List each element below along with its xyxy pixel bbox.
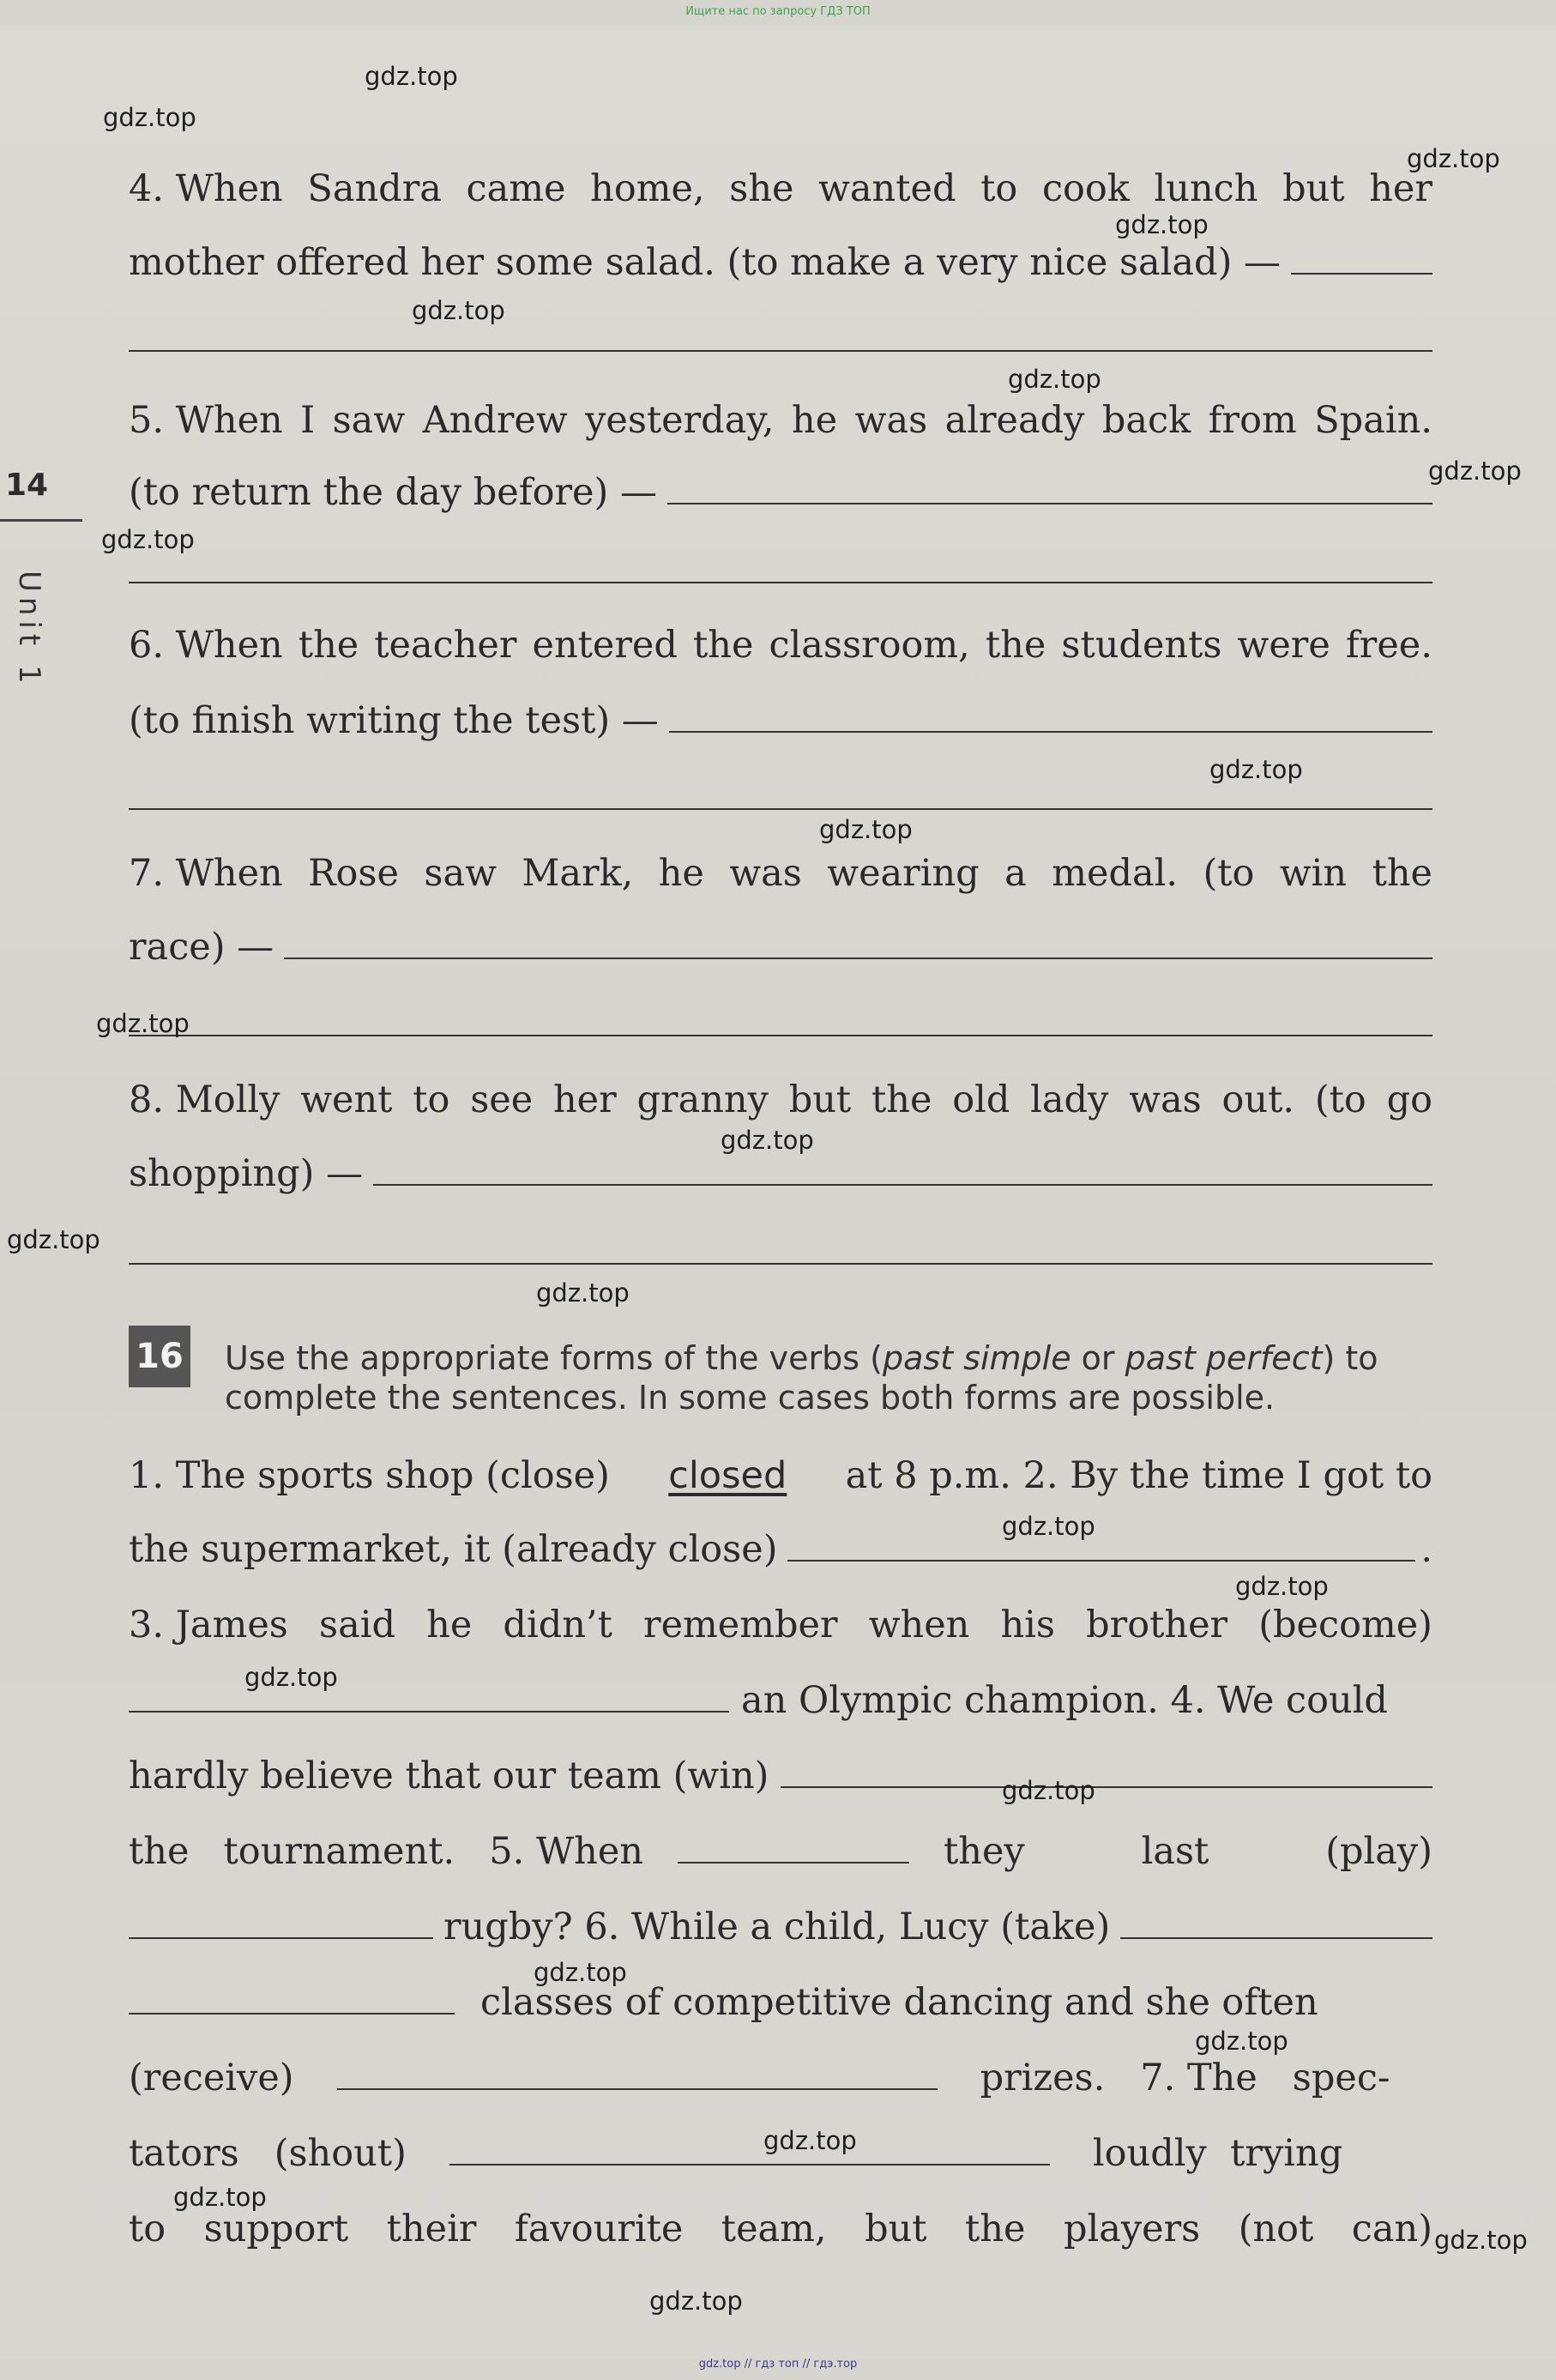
word: their bbox=[386, 2208, 477, 2250]
word: came bbox=[466, 167, 566, 210]
word: a bbox=[1004, 852, 1027, 895]
word: the bbox=[298, 624, 359, 667]
watermark: gdz.top bbox=[649, 2286, 743, 2316]
word: see bbox=[470, 1078, 534, 1121]
watermark: gdz.top bbox=[1115, 210, 1209, 239]
word: 5. When bbox=[129, 399, 283, 442]
word: he bbox=[658, 852, 704, 895]
word: brother bbox=[1086, 1604, 1228, 1646]
ex16-s6-prompt: rugby? 6. While a child, Lucy (take) bbox=[443, 1906, 1111, 1948]
word: but bbox=[865, 2208, 927, 2250]
word: the bbox=[985, 624, 1046, 667]
watermark: gdz.top bbox=[1002, 1512, 1095, 1541]
word: (become) bbox=[1258, 1604, 1432, 1646]
item-7-answer-blank-b[interactable] bbox=[129, 1035, 1432, 1036]
ex16-s7-answer-blank[interactable] bbox=[449, 2129, 1050, 2166]
watermark: gdz.top bbox=[1002, 1776, 1095, 1805]
bottom-banner[interactable]: gdz.top // гдз топ // гдэ.тор bbox=[698, 2358, 858, 2371]
watermark: gdz.top bbox=[1407, 144, 1500, 173]
item-8-prompt: shopping) — bbox=[129, 1152, 364, 1195]
exercise-number-badge: 16 bbox=[129, 1326, 190, 1387]
item-8-answer-blank-a[interactable] bbox=[373, 1150, 1432, 1186]
word: his bbox=[1000, 1604, 1055, 1646]
item-4-answer-blank-a[interactable] bbox=[1291, 239, 1432, 275]
word: go bbox=[1386, 1078, 1432, 1121]
word: 5. When bbox=[489, 1830, 643, 1873]
ex16-s5-start bbox=[129, 1827, 643, 1876]
word: 6. When bbox=[129, 624, 283, 667]
watermark: gdz.top bbox=[536, 1278, 630, 1308]
ex16-s5-continuation bbox=[944, 1827, 1432, 1876]
word: support bbox=[203, 2208, 349, 2250]
ex16-s6-answer-blank-b[interactable] bbox=[129, 1978, 455, 2015]
ex16-s7-prompt-b: tators (shout) bbox=[129, 2132, 407, 2175]
watermark: gdz.top bbox=[819, 815, 913, 844]
ex16-line-11 bbox=[129, 2205, 1432, 2253]
item-6-line-1 bbox=[129, 621, 1432, 669]
word: she bbox=[729, 167, 794, 210]
ex16-line-3 bbox=[129, 1601, 1432, 1649]
word: to bbox=[413, 1078, 450, 1121]
word: were bbox=[1237, 624, 1330, 667]
word: players bbox=[1063, 2208, 1201, 2250]
word: was bbox=[1129, 1078, 1202, 1121]
word: went bbox=[300, 1078, 393, 1121]
item-6-answer-blank-b[interactable] bbox=[129, 808, 1432, 810]
word: wearing bbox=[827, 852, 980, 895]
word: but bbox=[1282, 167, 1345, 210]
ex16-s3-answer-blank[interactable] bbox=[129, 1676, 729, 1713]
item-4-prompt: mother offered her some salad. (to make a very nice salad) — bbox=[129, 241, 1282, 284]
bleed-through-text bbox=[986, 339, 998, 378]
ex16-line-5 bbox=[129, 1752, 1432, 1800]
word: Andrew bbox=[422, 399, 568, 442]
word: teacher bbox=[374, 624, 517, 667]
ex16-s6-continuation: classes of competitive dancing and she often bbox=[480, 1981, 1318, 2024]
word: I bbox=[300, 399, 316, 442]
ex16-s4-answer-blank[interactable] bbox=[781, 1752, 1432, 1788]
word: he bbox=[426, 1604, 473, 1646]
watermark: gdz.top bbox=[763, 2126, 857, 2155]
word: from bbox=[1208, 399, 1297, 442]
instruction-past-simple: past simple bbox=[882, 1339, 1071, 1377]
word: free. bbox=[1345, 624, 1432, 667]
watermark: gdz.top bbox=[1235, 1572, 1329, 1601]
item-6-answer-blank-a[interactable] bbox=[669, 697, 1432, 733]
word: (not bbox=[1238, 2208, 1314, 2250]
word: cook bbox=[1041, 167, 1130, 210]
item-8-answer-blank-b[interactable] bbox=[129, 1263, 1432, 1265]
word: entered bbox=[532, 624, 678, 667]
word: didn’t bbox=[503, 1604, 612, 1646]
ex16-s4-prompt-b: hardly believe that our team (win) bbox=[129, 1755, 769, 1797]
word: last bbox=[1141, 1830, 1209, 1873]
word: the bbox=[1372, 852, 1432, 895]
ex16-line-1 bbox=[129, 1452, 1432, 1500]
unit-label: Unit 1 bbox=[12, 571, 46, 689]
word: her bbox=[552, 1078, 617, 1121]
word: saw bbox=[332, 399, 406, 442]
word: already bbox=[944, 399, 1085, 442]
word: home, bbox=[590, 167, 705, 210]
word: remember bbox=[643, 1604, 838, 1646]
item-4-line-1 bbox=[129, 165, 1432, 213]
word: but bbox=[788, 1078, 852, 1121]
watermark: gdz.top bbox=[103, 103, 196, 132]
word: the bbox=[692, 624, 754, 667]
item-5-line-1 bbox=[129, 396, 1432, 444]
ex16-s1-prompt: 1. The sports shop (close) bbox=[129, 1454, 610, 1497]
word: said bbox=[319, 1604, 395, 1646]
word: win bbox=[1279, 852, 1348, 895]
watermark: gdz.top bbox=[1209, 755, 1303, 784]
word: Spain. bbox=[1314, 399, 1432, 442]
word: medal. bbox=[1052, 852, 1179, 895]
instruction-part-1: Use the appropriate forms of the verbs ( bbox=[225, 1339, 883, 1377]
ex16-s1-example-answer: closed bbox=[668, 1454, 787, 1497]
word: out. bbox=[1221, 1078, 1295, 1121]
word: yesterday, bbox=[585, 399, 775, 442]
ex16-s6-answer-blank-a[interactable] bbox=[1120, 1903, 1432, 1939]
word: the bbox=[965, 2208, 1026, 2250]
page-number-rule bbox=[0, 519, 82, 522]
watermark: gdz.top bbox=[365, 62, 458, 91]
watermark: gdz.top bbox=[534, 1958, 627, 1987]
item-5-answer-blank-b[interactable] bbox=[129, 582, 1432, 583]
word: students bbox=[1061, 624, 1222, 667]
word: to bbox=[980, 167, 1018, 210]
word: Mark, bbox=[522, 852, 634, 895]
ex16-s1-continuation: at 8 p.m. 2. By the time I got to bbox=[845, 1454, 1432, 1497]
word: Rose bbox=[308, 852, 399, 895]
item-7-answer-blank-a[interactable] bbox=[284, 923, 1432, 959]
watermark: gdz.top bbox=[173, 2183, 267, 2212]
item-4-line-2 bbox=[129, 239, 1432, 287]
word: the bbox=[129, 1830, 190, 1873]
item-8-line-1 bbox=[129, 1076, 1432, 1124]
ex16-s7-prompt: prizes. 7. The spec- bbox=[980, 2057, 1390, 2099]
ex16-s7-continuation: loudly trying bbox=[1092, 2132, 1343, 2175]
watermark: gdz.top bbox=[101, 525, 195, 554]
item-4-answer-blank-b[interactable] bbox=[129, 350, 1432, 352]
instruction-part-2: ) to complete the sentences. In some cases both forms are possible. bbox=[225, 1339, 1378, 1417]
ex16-s2-prompt: the supermarket, it (already close) bbox=[129, 1528, 778, 1571]
ex16-s2-end: . bbox=[1420, 1528, 1432, 1571]
exercise-instruction bbox=[225, 1338, 1443, 1417]
item-7-line-1 bbox=[129, 849, 1432, 897]
watermark: gdz.top bbox=[1428, 456, 1522, 486]
word: classroom, bbox=[769, 624, 970, 667]
watermark: gdz.top bbox=[1195, 2027, 1288, 2056]
word: (to bbox=[1203, 852, 1255, 895]
word: was bbox=[729, 852, 802, 895]
ex16-s5-answer-blank-a[interactable] bbox=[678, 1827, 909, 1864]
word: saw bbox=[424, 852, 497, 895]
watermark: gdz.top bbox=[1434, 2226, 1528, 2255]
item-7-line-2 bbox=[129, 923, 1432, 971]
ex16-s6-answer-blank-c[interactable] bbox=[337, 2054, 938, 2090]
ex16-s5-answer-blank-b[interactable] bbox=[129, 1903, 433, 1939]
watermark: gdz.top bbox=[721, 1126, 814, 1155]
ex16-line-6 bbox=[129, 1827, 1432, 1876]
word: Sandra bbox=[307, 167, 442, 210]
instruction-or: or bbox=[1071, 1339, 1125, 1377]
item-5-answer-blank-a[interactable] bbox=[667, 468, 1432, 504]
watermark: gdz.top bbox=[7, 1225, 100, 1254]
word: to bbox=[129, 2208, 166, 2250]
page-number: 14 bbox=[5, 468, 49, 503]
word: was bbox=[854, 399, 928, 442]
word: he bbox=[792, 399, 838, 442]
ex16-s2-answer-blank[interactable] bbox=[787, 1525, 1415, 1561]
word: they bbox=[944, 1830, 1025, 1873]
ex16-s4-prompt: an Olympic champion. 4. We could bbox=[741, 1679, 1388, 1722]
word: her bbox=[1369, 167, 1432, 210]
word: lunch bbox=[1154, 167, 1258, 210]
word: wanted bbox=[818, 167, 956, 210]
item-6-prompt: (to finish writing the test) — bbox=[129, 699, 659, 742]
ex16-line-2 bbox=[129, 1525, 1432, 1574]
word: favourite bbox=[514, 2208, 684, 2250]
word: when bbox=[868, 1604, 970, 1646]
word: team, bbox=[721, 2208, 827, 2250]
word: back bbox=[1101, 399, 1191, 442]
instruction-past-perfect: past perfect bbox=[1125, 1339, 1323, 1377]
watermark: gdz.top bbox=[1008, 365, 1101, 394]
word: 4. When bbox=[129, 167, 283, 210]
ex16-line-7 bbox=[129, 1903, 1432, 1951]
ex16-line-8 bbox=[129, 1978, 1432, 2027]
word: can) bbox=[1351, 2208, 1432, 2250]
watermark: gdz.top bbox=[412, 296, 505, 325]
word: the bbox=[871, 1078, 932, 1121]
word: lady bbox=[1030, 1078, 1109, 1121]
item-6-line-2 bbox=[129, 697, 1432, 745]
ex16-s6-prompt-b: (receive) bbox=[129, 2057, 294, 2099]
word: 7. When bbox=[129, 852, 283, 895]
word: tournament. bbox=[223, 1830, 455, 1873]
top-banner[interactable]: Ищите нас по запросу ГДЗ ТОП bbox=[685, 5, 871, 18]
item-8-line-2 bbox=[129, 1150, 1432, 1198]
watermark: gdz.top bbox=[244, 1663, 338, 1692]
word: (play) bbox=[1325, 1830, 1432, 1873]
item-5-line-2 bbox=[129, 468, 1432, 516]
word: 3. James bbox=[129, 1604, 288, 1646]
word: old bbox=[952, 1078, 1010, 1121]
ex16-line-9 bbox=[129, 2054, 1432, 2102]
word: 8. Molly bbox=[129, 1078, 280, 1121]
watermark: gdz.top bbox=[96, 1009, 190, 1038]
item-7-prompt: race) — bbox=[129, 926, 274, 969]
item-5-prompt: (to return the day before) — bbox=[129, 471, 657, 514]
word: granny bbox=[636, 1078, 769, 1121]
word: (to bbox=[1314, 1078, 1366, 1121]
